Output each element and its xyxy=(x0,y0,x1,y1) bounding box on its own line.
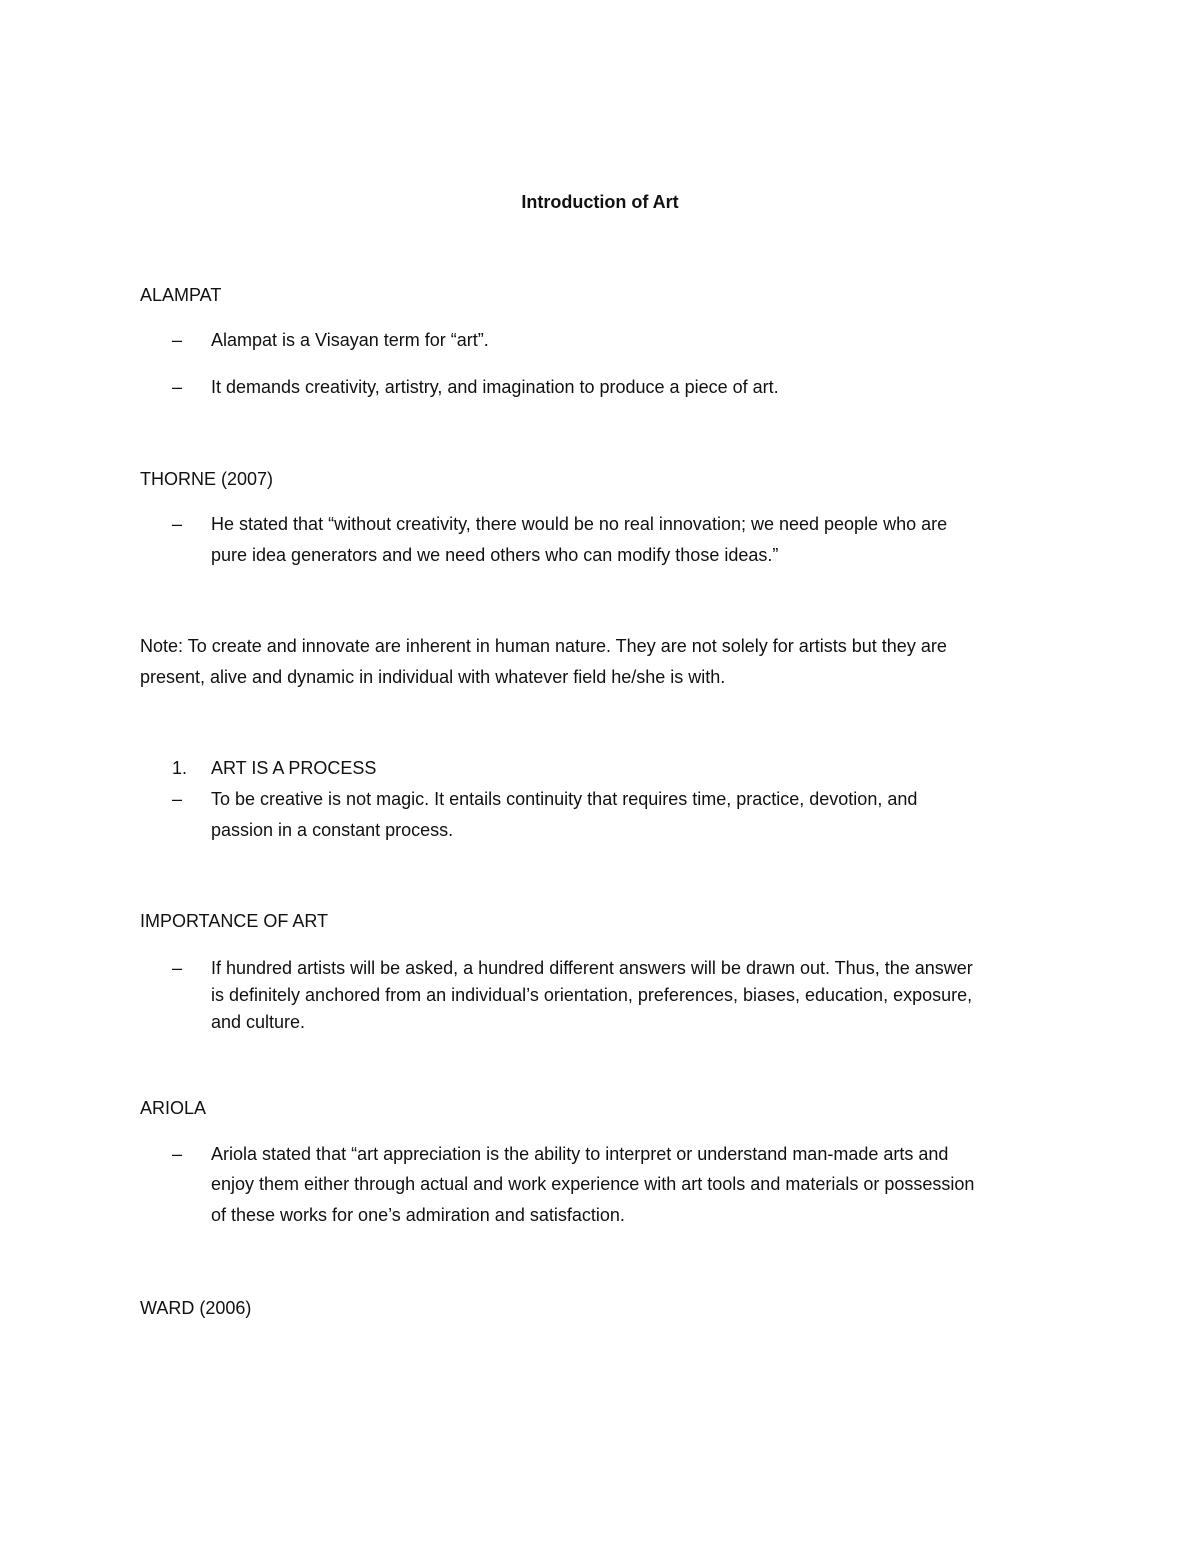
list-item-line: and culture. xyxy=(211,1012,306,1032)
list-item-line: pure idea generators and we need others who can modify those ideas.” xyxy=(211,545,779,565)
bullet-dash: – xyxy=(172,514,183,534)
bullet-dash: – xyxy=(172,330,183,350)
bullet-dash: – xyxy=(172,1144,183,1164)
section-heading-ariola: ARIOLA xyxy=(140,1098,207,1118)
list-item-line: enjoy them either through actual and work experience with art tools and materials or possession xyxy=(211,1174,975,1194)
list-item-line: passion in a constant process. xyxy=(211,820,454,840)
list-item-line: Ariola stated that “art appreciation is the ability to interpret or understand man-made arts and xyxy=(211,1144,949,1164)
note-paragraph-line xyxy=(140,635,947,657)
note-paragraph-line: present, alive and dynamic in individual with whatever field he/she is with. xyxy=(140,667,726,687)
note-label: Note: xyxy=(140,636,184,656)
bullet-dash: – xyxy=(172,958,183,978)
list-item-line: If hundred artists will be asked, a hundred different answers will be drawn out. Thus, the answer xyxy=(211,958,973,978)
list-item-line: To be creative is not magic. It entails continuity that requires time, practice, devotion, and xyxy=(211,789,918,809)
bullet-dash: – xyxy=(172,377,183,397)
list-item-line: is definitely anchored from an individual’s orientation, preferences, biases, education, exposure, xyxy=(211,985,973,1005)
list-number: 1. xyxy=(172,758,188,778)
list-item: Alampat is a Visayan term for “art”. xyxy=(211,330,489,350)
bullet-dash: – xyxy=(172,789,183,809)
numbered-heading-art-process: ART IS A PROCESS xyxy=(211,758,377,778)
list-item-line: He stated that “without creativity, there would be no real innovation; we need people who are xyxy=(211,514,948,534)
section-heading-thorne: THORNE (2007) xyxy=(140,469,274,489)
section-heading-ward: WARD (2006) xyxy=(140,1298,252,1318)
section-heading-importance: IMPORTANCE OF ART xyxy=(140,911,329,931)
list-item: It demands creativity, artistry, and imagination to produce a piece of art. xyxy=(211,377,779,397)
section-heading-alampat: ALAMPAT xyxy=(140,285,222,305)
list-item-line: of these works for one’s admiration and satisfaction. xyxy=(211,1205,625,1225)
note-text: To create and innovate are inherent in human nature. They are not solely for artists but they are xyxy=(187,636,947,656)
page-title: Introduction of Art xyxy=(521,192,679,212)
